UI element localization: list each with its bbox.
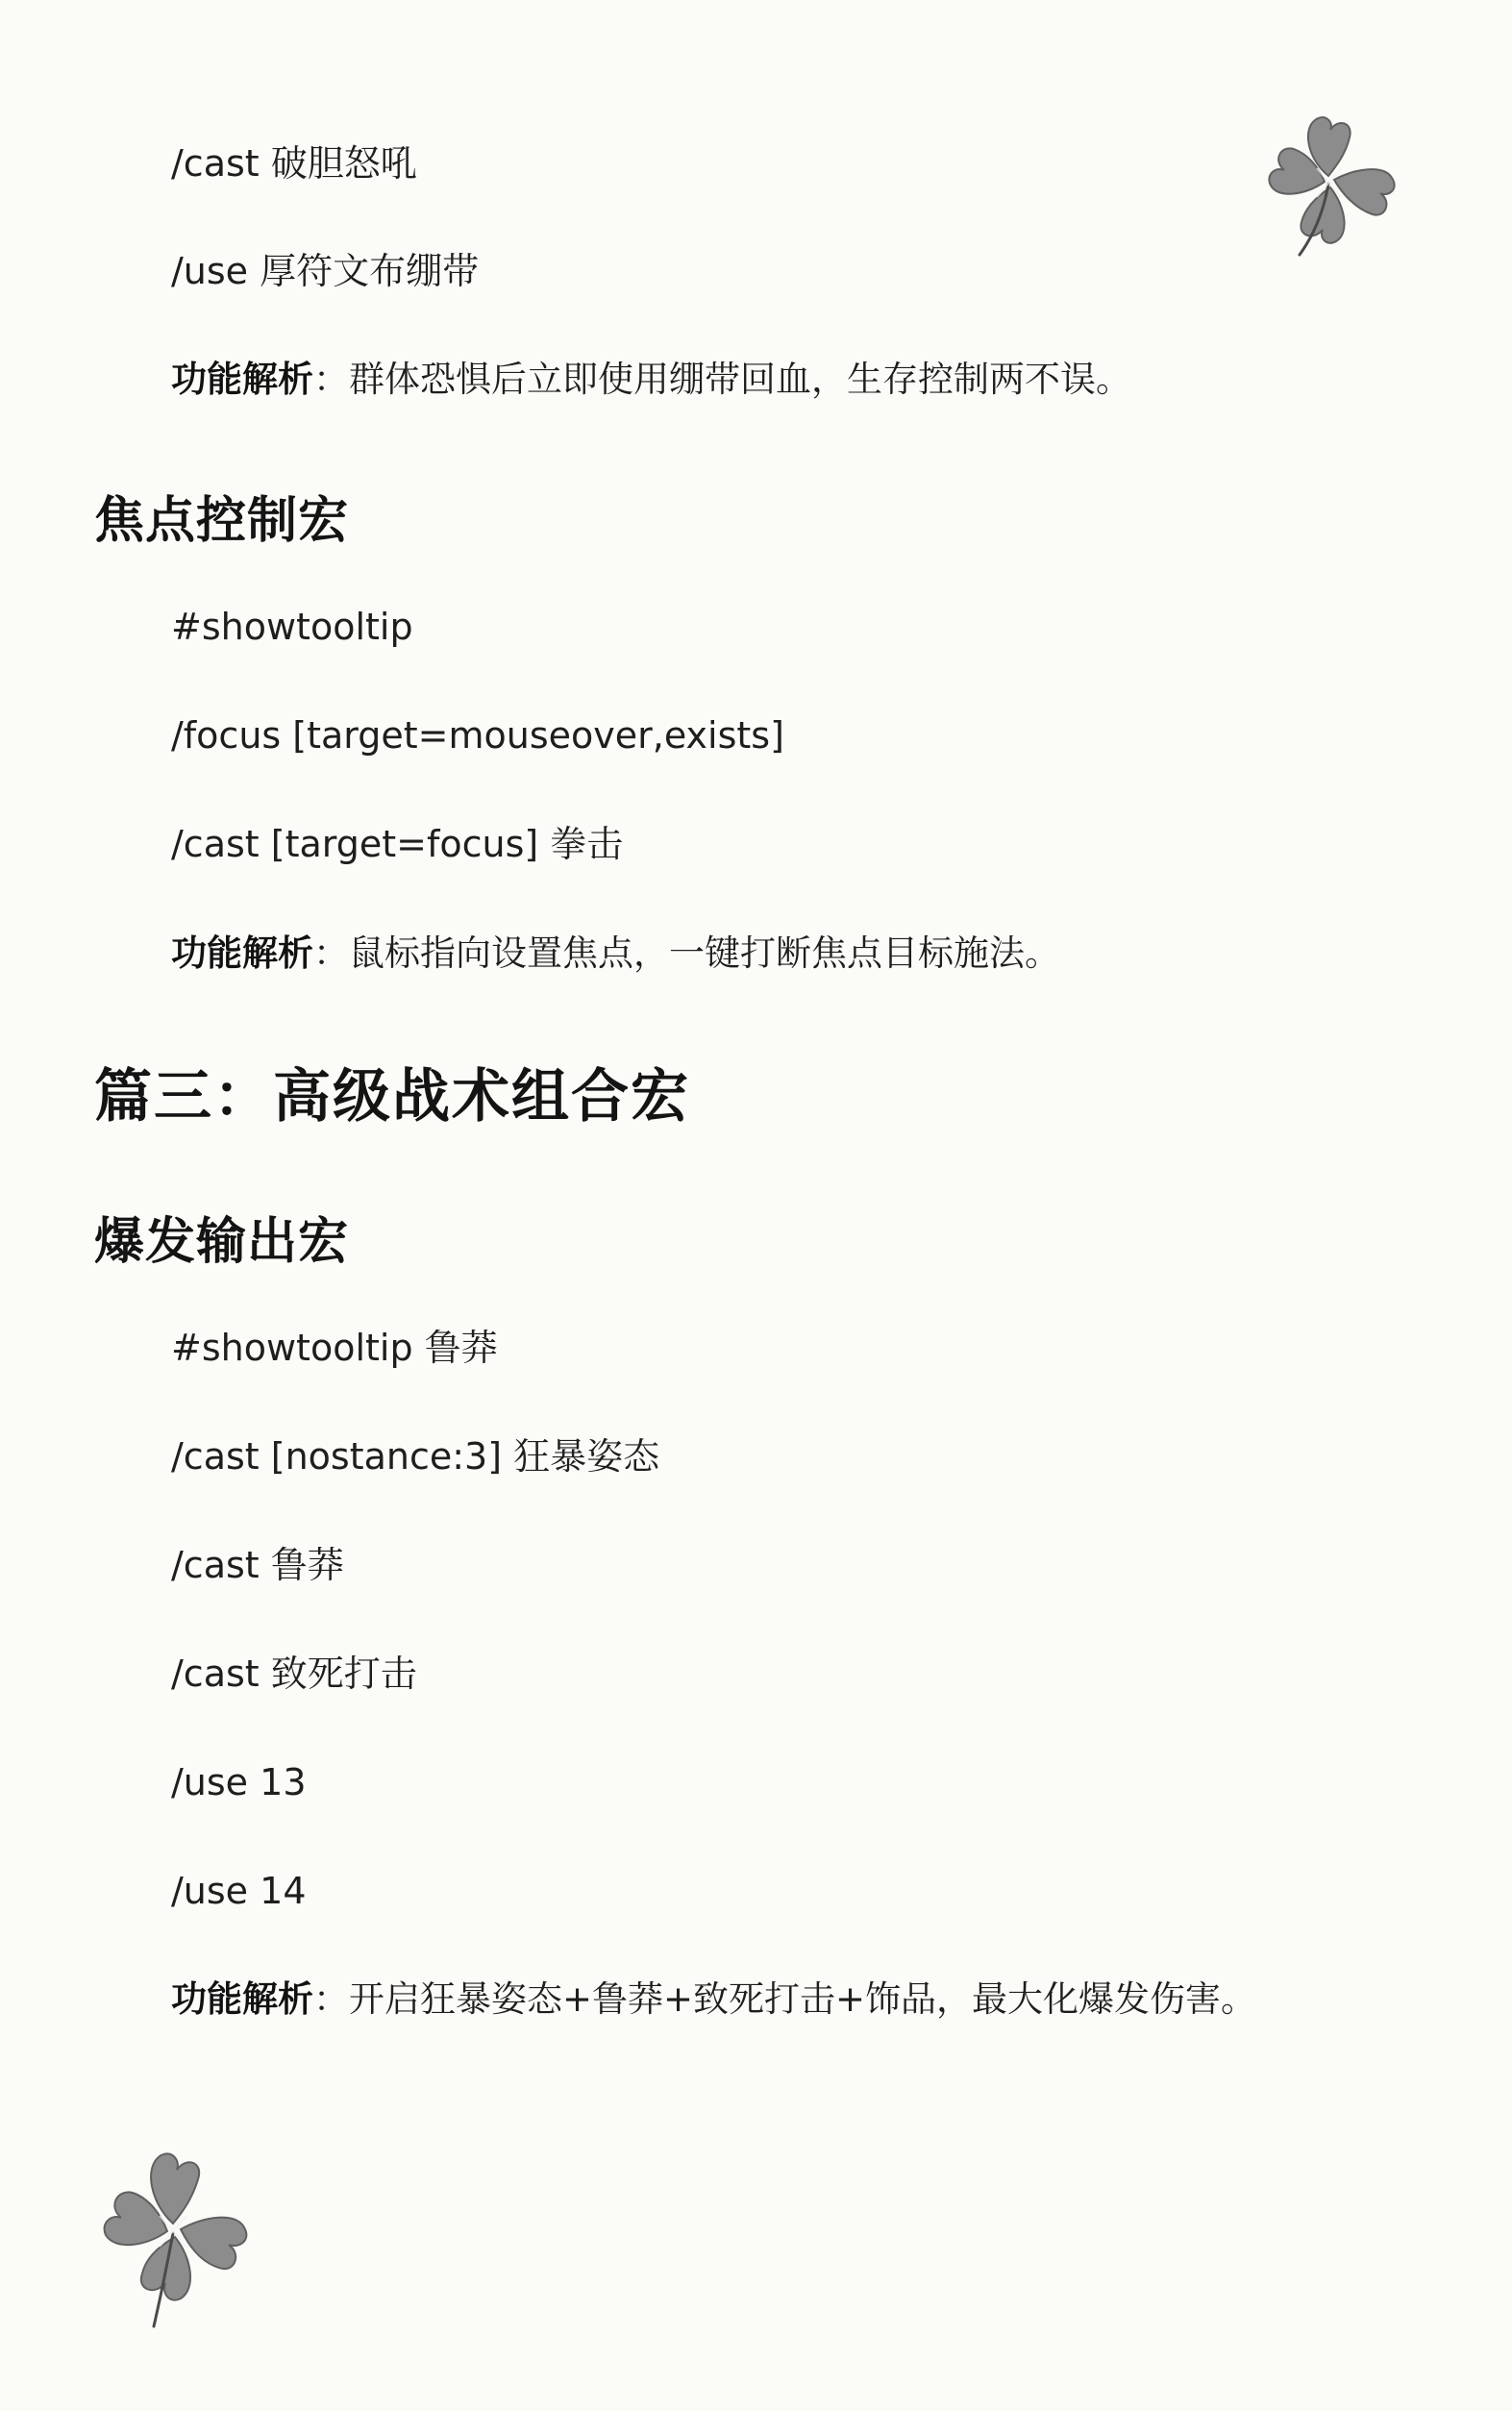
four-leaf-clover-icon	[1250, 101, 1413, 269]
macro-line: #showtooltip	[171, 606, 413, 648]
note-text: ：群体恐惧后立即使用绷带回血，生存控制两不误。	[313, 359, 1131, 400]
function-note	[171, 1976, 1256, 2023]
macro-line: /use 13	[171, 1761, 307, 1803]
function-note	[171, 357, 1131, 403]
macro-line: /focus [target=mouseover,exists]	[171, 714, 784, 757]
macro-line: /cast [nostance:3] 狂暴姿态	[171, 1435, 660, 1478]
note-text: ：开启狂暴姿态+鲁莽+致死打击+饰品，最大化爆发伤害。	[313, 1978, 1257, 2020]
note-label: 功能解析	[171, 359, 313, 400]
note-label: 功能解析	[171, 932, 313, 974]
macro-line: /cast 破胆怒吼	[171, 142, 417, 185]
macro-line: /cast 鲁莽	[171, 1544, 344, 1586]
section-heading: 焦点控制宏	[94, 492, 350, 550]
macro-line: /use 厚符文布绷带	[171, 250, 480, 292]
macro-line: #showtooltip 鲁莽	[171, 1327, 498, 1369]
part-heading: 篇三：高级战术组合宏	[94, 1063, 690, 1131]
note-label: 功能解析	[171, 1978, 313, 2020]
function-note	[171, 931, 1060, 977]
note-text: ：鼠标指向设置焦点，一键打断焦点目标施法。	[313, 932, 1060, 974]
section-heading: 爆发输出宏	[94, 1213, 350, 1271]
four-leaf-clover-icon	[85, 2139, 267, 2341]
macro-line: /cast [target=focus] 拳击	[171, 823, 624, 865]
macro-line: /cast 致死打击	[171, 1653, 417, 1695]
macro-line: /use 14	[171, 1870, 307, 1912]
